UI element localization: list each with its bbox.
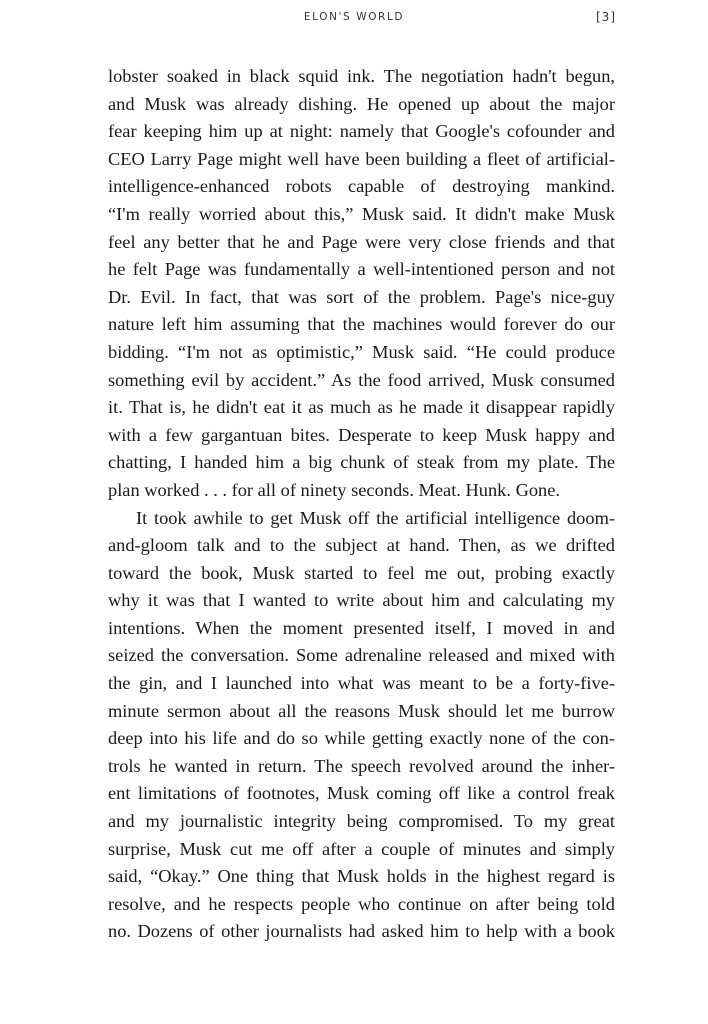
text-line: it. That is, he didn't eat it as much as he made it disappear rapidly (108, 397, 615, 418)
text-line: something evil by accident.” As the food arrived, Musk consumed (108, 369, 615, 390)
text-line: chatting, I handed him a big chunk of steak from my plate. The (108, 452, 615, 473)
page-number: [3] (596, 10, 616, 24)
paragraph-2 (108, 505, 615, 947)
text-line: why it was that I wanted to write about him and calculating my (108, 590, 615, 611)
text-line: resolve, and he respects people who continue on after being told (108, 893, 615, 914)
text-line: trols he wanted in return. The speech revolved around the inher- (108, 755, 615, 776)
text-line: surprise, Musk cut me off after a couple of minutes and simply (108, 838, 615, 859)
text-line: with a few gargantuan bites. Desperate to keep Musk happy and (108, 424, 615, 445)
running-head (0, 8, 708, 32)
text-line: and Musk was already dishing. He opened up about the major (108, 93, 615, 114)
text-line: It took awhile to get Musk off the artificial intelligence doom- (136, 507, 615, 528)
text-line: fear keeping him up at night: namely that Google's cofounder and (108, 121, 615, 142)
text-line: lobster soaked in black squid ink. The negotiation hadn't begun, (108, 66, 615, 86)
text-line: seized the conversation. Some adrenaline released and mixed with (108, 645, 615, 666)
text-line: and-gloom talk and to the subject at hand. Then, as we drifted (108, 535, 615, 556)
text-line: intelligence-enhanced robots capable of destroying mankind. (108, 176, 615, 197)
text-line: feel any better that he and Page were very close friends and that (108, 231, 615, 252)
text-line: Dr. Evil. In fact, that was sort of the problem. Page's nice-guy (108, 286, 615, 307)
text-line: intentions. When the moment presented itself, I moved in and (108, 617, 615, 638)
text-line: “I'm really worried about this,” Musk said. It didn't make Musk (108, 203, 615, 224)
text-line: deep into his life and do so while getting exactly none of the con- (108, 728, 615, 749)
text-line: nature left him assuming that the machines would forever do our (108, 314, 615, 335)
text-line: and my journalistic integrity being compromised. To my great (108, 811, 615, 832)
text-line: no. Dozens of other journalists had asked him to help with a book (108, 921, 615, 942)
paragraph-1 (108, 63, 615, 505)
text-line: CEO Larry Page might well have been building a fleet of artificial- (108, 148, 615, 169)
text-line: said, “Okay.” One thing that Musk holds in the highest regard is (108, 866, 615, 887)
text-line: toward the book, Musk started to feel me out, probing exactly (108, 562, 615, 583)
text-line: minute sermon about all the reasons Musk should let me burrow (108, 700, 615, 721)
text-line: the gin, and I launched into what was meant to be a forty-five- (108, 673, 615, 694)
text-line: plan worked . . . for all of ninety seconds. Meat. Hunk. Gone. (108, 479, 560, 500)
text-line: ent limitations of footnotes, Musk coming off like a control freak (108, 783, 615, 804)
running-title: ELON'S WORLD (303, 11, 405, 23)
text-line: bidding. “I'm not as optimistic,” Musk said. “He could produce (108, 341, 615, 362)
text-line: he felt Page was fundamentally a well-intentioned person and not (108, 259, 615, 280)
body-text (108, 63, 615, 946)
